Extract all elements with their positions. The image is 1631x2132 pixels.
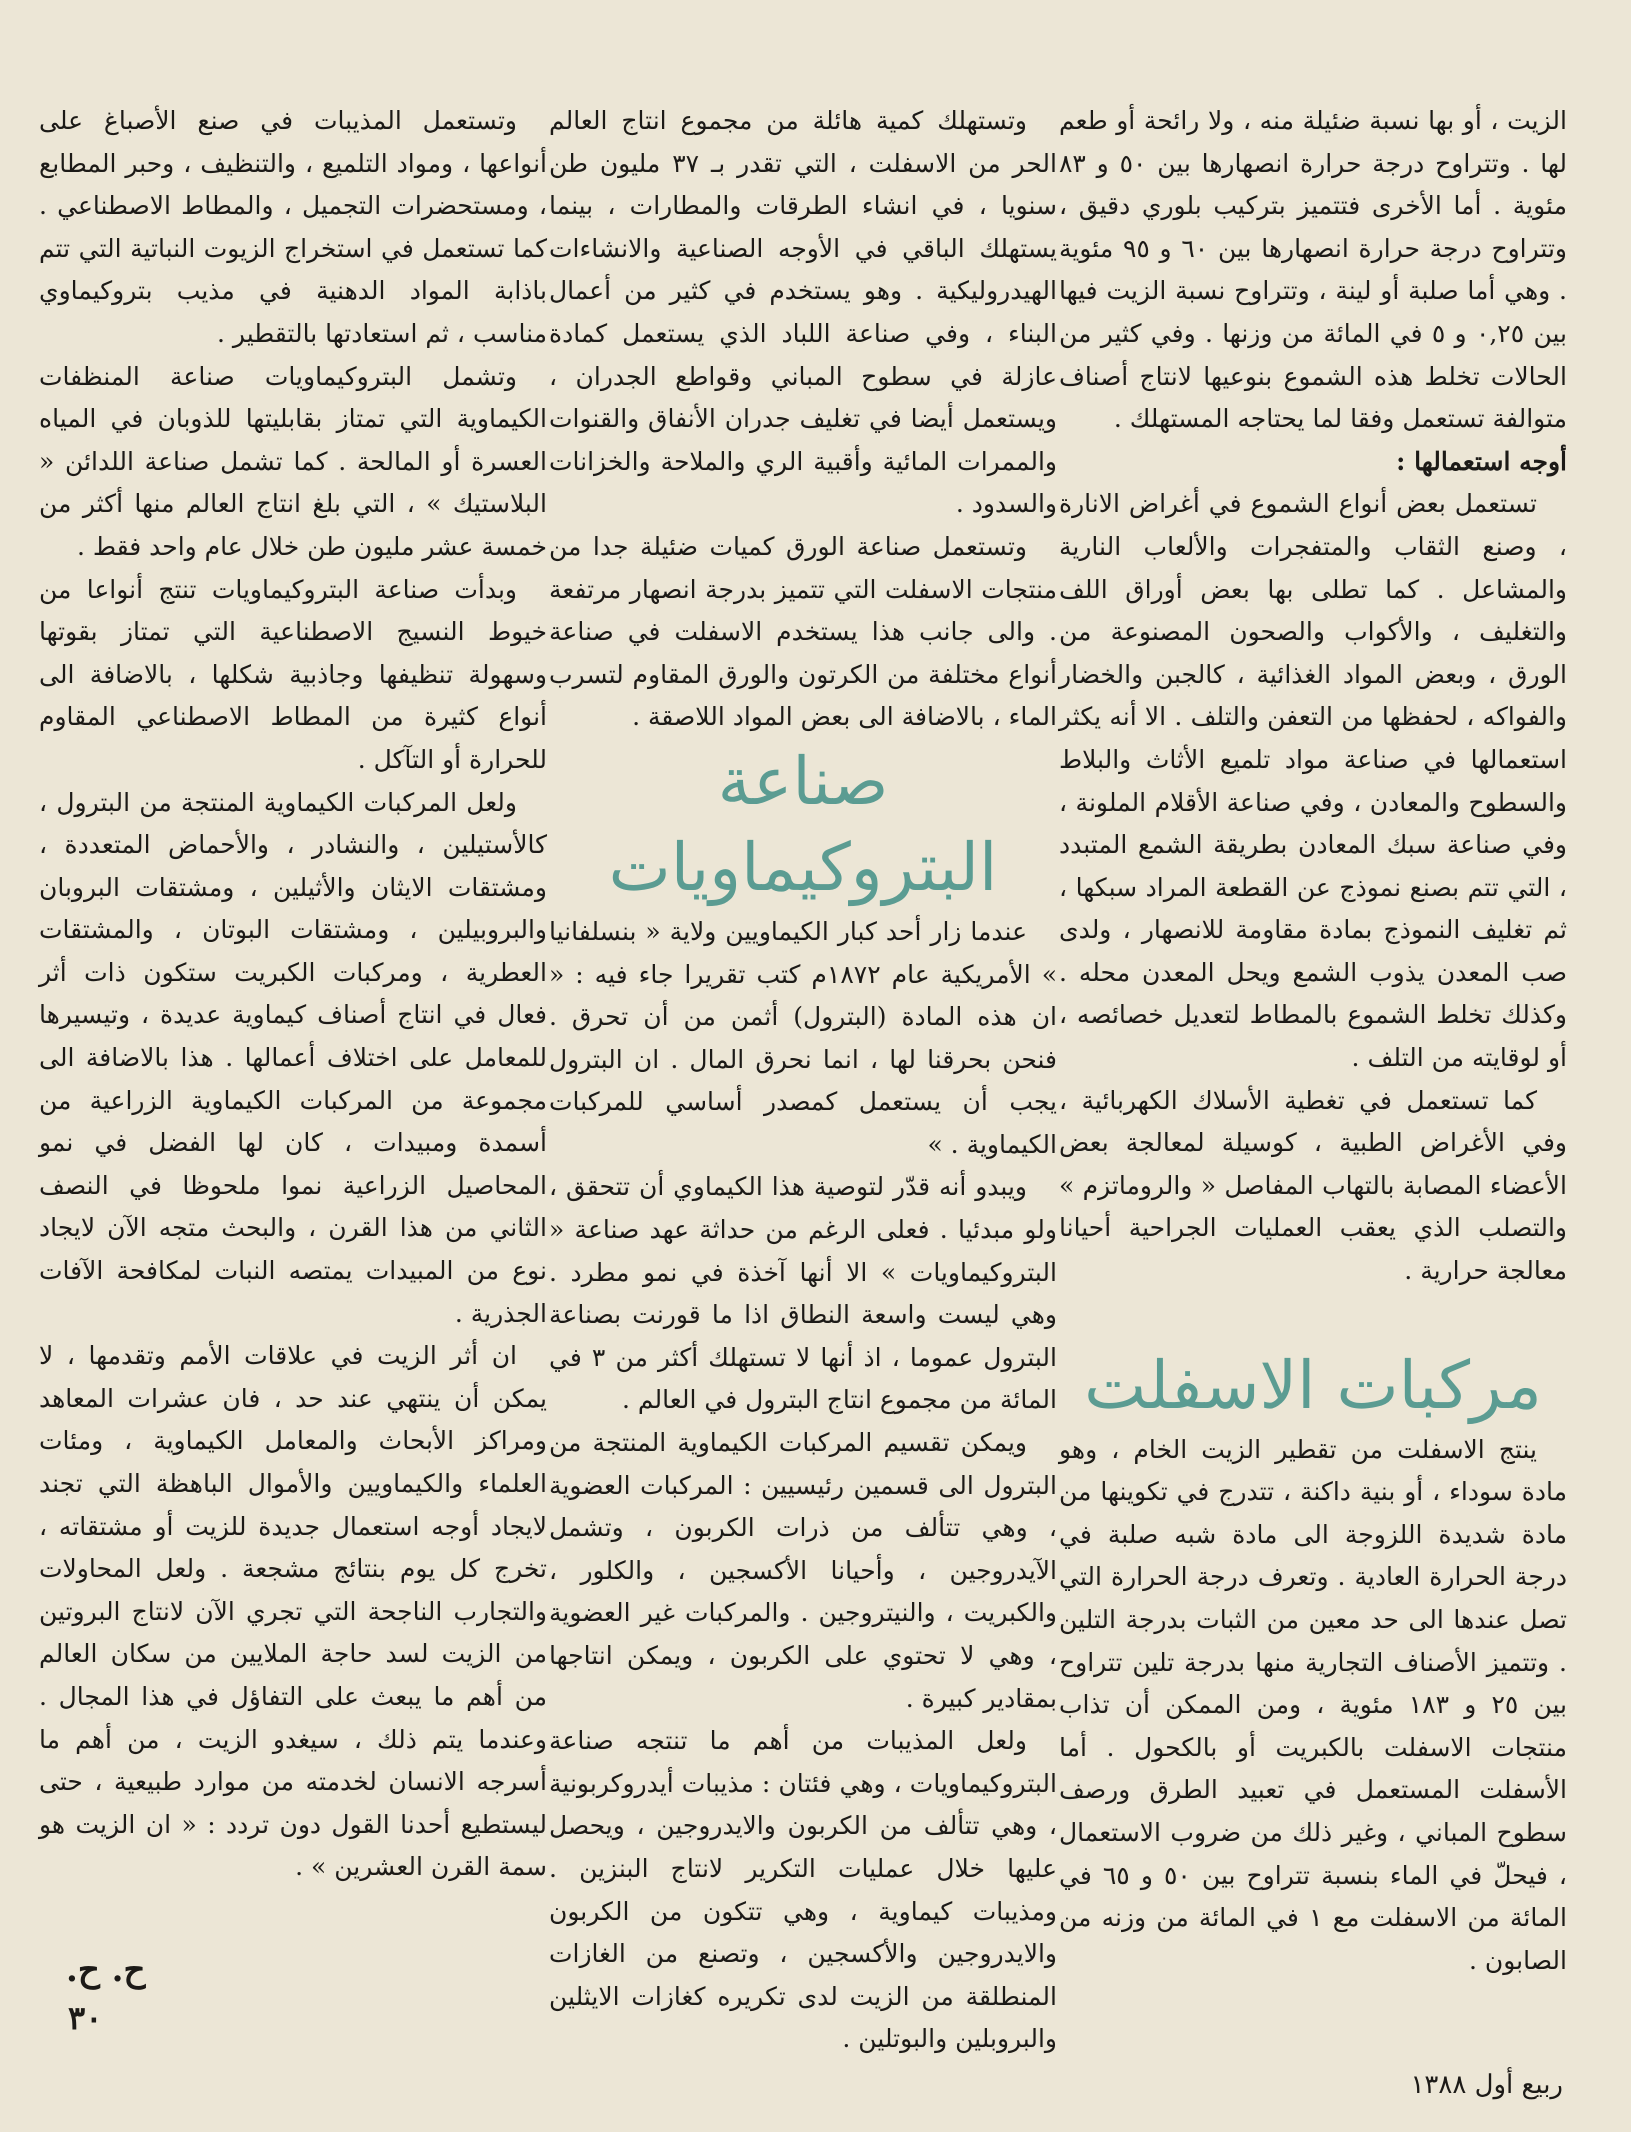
paragraph: وتستعمل صناعة الورق كميات ضئيلة جدا من منتجات الاسفلت التي تتميز بدرجة انصهار مرتفعة . والى جانب هذا يستخدم الاسفلت في صناعة أنواع مختلفة من الكرتون والورق المقاوم لتسرب الماء ، بالاضافة الى بعض المواد اللاصقة . [549,531,1057,732]
paragraph: ولعل المركبات الكيماوية المنتجة من البترول ، كالأستيلين ، والنشادر ، والأحماض المتعددة ، ومشتقات الايثان والأثيلين ، ومشتقات البروبان والبروبيلين ، ومشتقات البوتان ، والمشتقات العطرية ، ومركبات الكبريت ستكون ذات أثر فعال في انتاج أصناف كيماوية عديدة ، وتيسيرها للمعامل على اختلاف أعمالها . هذا بالاضافة الى مجموعة من المركبات الكيماوية الزراعية من أسمدة ومبيدات ، كان لها الفضل في نمو المحاصيل الزراعية نموا ملحوظا في النصف الثاني من هذا القرن ، والبحث متجه الآن لايجاد نوع من المبيدات يمتصه النبات لمكافحة الآفات الجذرية . [39,787,547,1328]
section-heading-asphalt: مركبات الاسفلت [1084,1346,1542,1424]
issue-date: ربيع أول ١٣٨٨ [1410,2070,1563,2100]
paragraph: ان أثر الزيت في علاقات الأمم وتقدمها ، لا يمكن أن ينتهي عند حد ، فان عشرات المعاهد ومراكز الأبحاث والمعامل الكيماوية ، ومئات العلماء والكيماويين والأموال الباهظة التي تجند لايجاد أوجه استعمال جديدة للزيت أو مشتقاته ، تخرج كل يوم بنتائج مشجعة . ولعل المحاولات والتجارب الناجحة التي تجري الآن لانتاج البروتين من الزيت لسد حاجة الملايين من سكان العالم من أهم ما يبعث على التفاؤل في هذا المجال . وعندما يتم ذلك ، سيغدو الزيت ، من أهم ما أسرجه الانسان لخدمته من موارد طبيعية ، حتى ليستطيع أحدنا القول دون تردد : « ان الزيت هو سمة القرن العشرين » . [39,1341,547,1882]
paragraph: وبدأت صناعة البتروكيماويات تنتج أنواعا من خيوط النسيج الاصطناعية التي تمتاز بقوتها وسهولة تنظيفها وجاذبية شكلها ، بالاضافة الى أنواع كثيرة من المطاط الاصطناعي المقاوم للحرارة أو التآكل . [39,574,547,774]
column-left [39,100,547,1889]
author-initials: ح. ح. [66,1950,146,1990]
section-heading-petrochemicals: صناعة البتروكيماويات [608,742,998,906]
subheading-uses: أوجه استعمالها : [1396,446,1567,476]
paragraph: ويمكن تقسيم المركبات الكيماوية المنتجة من البترول الى قسمين رئيسيين : المركبات العضوية ، وهي تتألف من ذرات الكربون ، وتشمل الآيدروجين ، وأحيانا الأكسجين ، والكلور ، والكبريت ، والنيتروجين . والمركبات غير العضوية ، وهي لا تحتوي على الكربون ، ويمكن انتاجها بمقادير كبيرة . [549,1428,1057,1713]
paragraph: وتستعمل المذيبات في صنع الأصباغ على أنواعها ، ومواد التلميع ، والتنظيف ، وحبر المطابع ، ومستحضرات التجميل ، والمطاط الاصطناعي . كما تستعمل في استخراج الزيوت النباتية التي تتم باذابة المواد الدهنية في مذيب بتروكيماوي مناسب ، ثم استعادتها بالتقطير . [39,106,547,348]
paragraph: كما تستعمل في تغطية الأسلاك الكهربائية ، وفي الأغراض الطبية ، كوسيلة لمعالجة بعض الأعضاء المصابة بالتهاب المفاصل « والروماتزم » والتصلب الذي يعقب العمليات الجراحية أحيانا معالجة حرارية . [1059,1085,1567,1286]
paragraph: وتستهلك كمية هائلة من مجموع انتاج العالم الحر من الاسفلت ، التي تقدر بـ ٣٧ مليون طن سنويا ، في انشاء الطرقات والمطارات ، بينما يستهلك الباقي في الأوجه الصناعية والانشاءات الهيدروليكية . وهو يستخدم في كثير من أعمال البناء ، وفي صناعة اللباد الذي يستعمل كمادة عازلة في سطوح المباني وقواطع الجدران ، ويستعمل أيضا في تغليف جدران الأنفاق والقنوات والممرات المائية وأقبية الري والملاحة والخزانات والسدود . [549,106,1057,519]
paragraph: عندما زار أحد كبار الكيماويين ولاية « بنسلفانيا » الأمريكية عام ١٨٧٢م كتب تقريرا جاء فيه : « ان هذه المادة (البترول) أثمن من أن تحرق . فنحن بحرقنا لها ، انما نحرق المال . ان البترول يجب أن يستعمل كمصدر أساسي للمركبات الكيماوية . » [549,916,1057,1159]
paragraph: ويبدو أنه قدّر لتوصية هذا الكيماوي أن تتحقق ، ولو مبدئيا . فعلى الرغم من حداثة عهد صناعة « البتروكيماويات » الا أنها آخذة في نمو مطرد . وهي ليست واسعة النطاق اذا ما قورنت بصناعة البترول عموما ، اذ أنها لا تستهلك أكثر من ٣ في المائة من مجموع انتاج البترول في العالم . [549,1172,1057,1415]
paragraph: ينتج الاسفلت من تقطير الزيت الخام ، وهو مادة سوداء ، أو بنية داكنة ، تتدرج في تكوينها من مادة شديدة اللزوجة الى مادة شبه صلبة في درجة الحرارة العادية . وتعرف درجة الحرارة التي تصل عندها الى حد معين من الثبات بدرجة التلين . وتتميز الأصناف التجارية منها بدرجة تلين تتراوح بين ٢٥ و ١٨٣ مئوية ، ومن الممكن أن تذاب منتجات الاسفلت بالكبريت أو بالكحول . أما الأسفلت المستعمل في تعبيد الطرق ورصف سطوح المباني ، وغير ذلك من ضروب الاستعمال ، فيحلّ في الماء بنسبة تتراوح بين ٥٠ و ٦٥ في المائة من الاسفلت مع ١ في المائة من وزنه من الصابون . [1059,1434,1567,1975]
column-middle [549,100,1057,2061]
paragraph: الزيت ، أو بها نسبة ضئيلة منه ، ولا رائحة أو طعم لها . وتتراوح درجة حرارة انصهارها بين ٥٠ و ٨٣ مئوية . أما الأخرى فتتميز بتركيب بلوري دقيق ، وتتراوح درجة حرارة انصهارها بين ٦٠ و ٩٥ مئوية . وهي أما صلبة أو لينة ، وتتراوح نسبة الزيت فيها بين ٠,٢٥ و ٥ في المائة من وزنها . وفي كثير من الحالات تخلط هذه الشموع بنوعيها لانتاج أصناف متوالفة تستعمل وفقا لما يحتاجه المستهلك . [1059,106,1568,434]
paragraph: وتشمل البتروكيماويات صناعة المنظفات الكيماوية التي تمتاز بقابليتها للذوبان في المياه العسرة أو المالحة . كما تشمل صناعة اللدائن « البلاستيك » ، التي بلغ انتاج العالم منها أكثر من خمسة عشر مليون طن خلال عام واحد فقط . [39,361,547,561]
page-number: ٣٠ [68,1999,103,2037]
column-right [1059,100,1567,1982]
paragraph: تستعمل بعض أنواع الشموع في أغراض الانارة ، وصنع الثقاب والمتفجرات والألعاب النارية والمشاعل . كما تطلى بها بعض أوراق اللف والتغليف ، والأكواب والصحون المصنوعة من الورق ، وبعض المواد الغذائية ، كالجبن والخضار والفواكه ، لحفظها من التعفن والتلف . الا أنه يكثر استعمالها في صناعة مواد تلميع الأثاث والبلاط والسطوح والمعادن ، وفي صناعة الأقلام الملونة ، وفي صناعة سبك المعادن بطريقة الشمع المتبدد ، التي تتم بصنع نموذج عن القطعة المراد سبكها ، ثم تغليف النموذج بمادة مقاومة للانصهار ، ولدى صب المعدن يذوب الشمع ويحل المعدن محله . وكذلك تخلط الشموع بالمطاط لتعديل خصائصه ، أو لوقايته من التلف . [1059,489,1567,1073]
paragraph: ولعل المذيبات من أهم ما تنتجه صناعة البتروكيماويات ، وهي فئتان : مذيبات أيدروكربونية ، وهي تتألف من الكربون والايدروجين ، ويحصل عليها خلال عمليات التكرير لانتاج البنزين . ومذيبات كيماوية ، وهي تتكون من الكربون والايدروجين والأكسجين ، وتصنع من الغازات المنطلقة من الزيت لدى تكريره كغازات الايثلين والبروبلين والبوتلين . [549,1726,1057,2054]
